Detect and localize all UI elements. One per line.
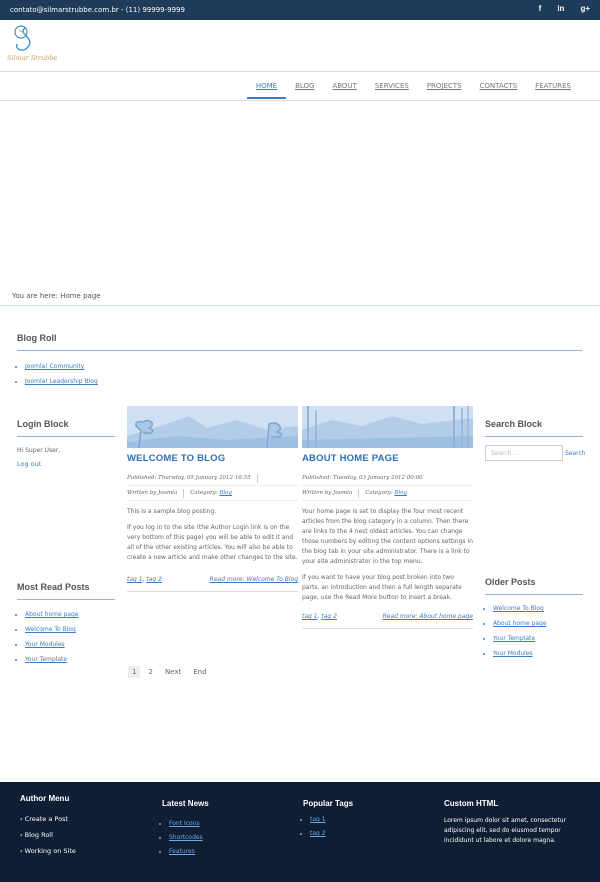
list-item bbox=[493, 635, 583, 642]
popular-tags-title: Popular Tags bbox=[303, 799, 354, 808]
list-item bbox=[169, 834, 302, 841]
linkedin-icon[interactable]: in bbox=[557, 4, 565, 13]
nav-home[interactable]: HOME bbox=[247, 82, 286, 99]
nav-divider bbox=[0, 100, 600, 101]
older-post-link[interactable]: About home page bbox=[493, 620, 547, 627]
article-title[interactable]: WELCOME TO BLOG bbox=[127, 453, 226, 464]
article-paragraph: Your home page is set to display the four most recent articles from the blog category in a column. Then there are links to the 4 nest oldest articles. You can change those numbers by editing the content options settings in the blog tab in your site administrator. There is a link to your site administrator in the top menu. bbox=[302, 508, 473, 565]
footer-popular-tags bbox=[303, 799, 443, 844]
footer-custom-html bbox=[444, 799, 590, 846]
title-divider bbox=[485, 594, 583, 595]
article-welcome bbox=[127, 406, 298, 592]
pagination bbox=[128, 666, 211, 678]
most-read-link[interactable]: Welcome To Blog bbox=[25, 626, 76, 633]
meta-separator bbox=[358, 489, 359, 498]
article-title[interactable]: ABOUT HOME PAGE bbox=[302, 453, 399, 464]
most-read-link[interactable]: Your Modules bbox=[25, 641, 65, 648]
older-post-link[interactable]: Your Template bbox=[493, 635, 536, 642]
page-next[interactable]: Next bbox=[164, 668, 182, 676]
popular-tag-link[interactable]: tag 1 bbox=[310, 816, 326, 823]
article-footer bbox=[127, 576, 298, 592]
article-body bbox=[127, 507, 298, 563]
list-item bbox=[310, 816, 443, 823]
article-meta bbox=[302, 471, 473, 501]
most-read-title: Most Read Posts bbox=[17, 582, 90, 592]
article-author: Written by Joomla bbox=[302, 490, 353, 496]
author-menu-item[interactable]: › Blog Roll bbox=[20, 831, 53, 839]
popular-tags-list bbox=[303, 816, 443, 837]
read-more-link[interactable]: Read more: Welcome To Blog bbox=[209, 576, 298, 583]
article-author: Written by Joomla bbox=[127, 490, 178, 496]
main-nav bbox=[247, 82, 580, 99]
published-date: Published: Thursday, 05 January 2012 16:55 bbox=[127, 475, 251, 481]
most-read-list bbox=[17, 611, 115, 663]
article-image bbox=[302, 406, 473, 448]
tag-link[interactable]: tag 2 bbox=[321, 613, 337, 620]
category-label: Category: bbox=[190, 490, 218, 496]
latest-news-list bbox=[162, 820, 302, 855]
older-post-link[interactable]: Your Modules bbox=[493, 650, 533, 657]
breadcrumb-divider bbox=[0, 305, 600, 306]
list-item bbox=[25, 378, 582, 385]
blog-roll-module bbox=[17, 333, 582, 393]
article-tags: tag 1, tag 2 bbox=[302, 613, 337, 620]
meta-row bbox=[302, 486, 473, 501]
list-item bbox=[25, 611, 115, 618]
list-item bbox=[25, 363, 582, 370]
article-image bbox=[127, 406, 298, 448]
site-footer bbox=[0, 782, 600, 882]
meta-row bbox=[302, 471, 473, 486]
custom-html-title: Custom HTML bbox=[444, 799, 499, 808]
category-label: Category: bbox=[365, 490, 393, 496]
read-more-link[interactable]: Read more: About home page bbox=[382, 613, 473, 620]
author-menu-item[interactable]: › Create a Post bbox=[20, 815, 68, 823]
latest-news-link[interactable]: Features bbox=[169, 848, 195, 855]
latest-news-link[interactable]: Shortcodes bbox=[169, 834, 203, 841]
author-menu-label: Blog Roll bbox=[24, 831, 53, 839]
author-menu-title: Author Menu bbox=[20, 794, 70, 803]
article-body bbox=[302, 507, 473, 603]
page-end[interactable]: End bbox=[193, 668, 207, 676]
nav-blog[interactable]: BLOG bbox=[295, 82, 315, 90]
list-item bbox=[493, 650, 583, 657]
older-posts-title: Older Posts bbox=[485, 577, 536, 587]
meta-separator bbox=[257, 474, 258, 483]
meta-separator bbox=[183, 489, 184, 498]
blog-roll-title: Blog Roll bbox=[17, 333, 57, 343]
published-date: Published: Tuesday, 03 January 2012 00:00 bbox=[302, 475, 423, 481]
logout-link[interactable]: Log out bbox=[17, 460, 42, 468]
logo-text: Silmar Strubbe bbox=[7, 54, 58, 62]
site-logo[interactable] bbox=[7, 24, 71, 68]
blog-roll-link[interactable]: Joomla! Leadership Blog bbox=[25, 378, 98, 385]
article-footer bbox=[302, 613, 473, 629]
nav-about[interactable]: ABOUT bbox=[332, 82, 357, 90]
nav-projects[interactable]: PROJECTS bbox=[426, 82, 462, 90]
list-item bbox=[25, 626, 115, 633]
older-posts-list bbox=[485, 605, 583, 657]
search-form bbox=[485, 445, 586, 461]
social-links bbox=[539, 4, 590, 13]
list-item bbox=[493, 605, 583, 612]
older-posts-module bbox=[485, 577, 583, 665]
login-module bbox=[17, 419, 115, 468]
popular-tag-link[interactable]: tag 2 bbox=[310, 830, 326, 837]
author-menu-label: Working on Site bbox=[24, 847, 76, 855]
tag-link[interactable]: tag 1 bbox=[302, 613, 318, 620]
author-menu-label: Create a Post bbox=[24, 815, 68, 823]
most-read-link[interactable]: About home page bbox=[25, 611, 79, 618]
top-bar bbox=[0, 0, 600, 20]
article-meta bbox=[127, 471, 298, 501]
tag-link[interactable]: tag 1 bbox=[127, 576, 143, 583]
facebook-icon[interactable]: f bbox=[538, 4, 542, 13]
site-header bbox=[0, 20, 600, 72]
meta-row bbox=[127, 471, 298, 486]
title-divider bbox=[485, 436, 583, 437]
category-link[interactable]: Blog bbox=[219, 490, 232, 496]
author-menu-item[interactable]: › Working on Site bbox=[20, 847, 76, 855]
title-divider bbox=[17, 350, 582, 351]
blog-roll-link[interactable]: Joomla! Community bbox=[25, 363, 85, 370]
meta-row bbox=[127, 486, 298, 501]
nav-features[interactable]: FEATURES bbox=[535, 82, 571, 90]
blog-roll-list bbox=[17, 363, 582, 385]
page-2[interactable]: 2 bbox=[148, 668, 153, 676]
category-link[interactable]: Blog bbox=[394, 490, 407, 496]
list-item bbox=[310, 830, 443, 837]
search-module bbox=[485, 419, 586, 461]
login-title: Login Block bbox=[17, 419, 69, 429]
tag-link[interactable]: tag 2 bbox=[146, 576, 162, 583]
list-item bbox=[493, 620, 583, 627]
article-paragraph: If you log in to the site (the Author Login link is on the very bottom of this page) you will be able to edit it and all of the other existing articles. You will also be able to create a new article and make other changes to the site. bbox=[127, 524, 298, 561]
most-read-link[interactable]: Your Template bbox=[25, 656, 68, 663]
contact-info: contato@silmarstrubbe.com.br - (11) 99999-9999 bbox=[10, 6, 185, 14]
article-tags: tag 1, tag 2 bbox=[127, 576, 162, 583]
list-item bbox=[169, 848, 302, 855]
latest-news-link[interactable]: Font Icons bbox=[169, 820, 200, 827]
custom-html-text: Lorem ipsum dolor sit amet, consectetur adipiscing elit, sed do eiusmod tempor incididunt ut labore et dolore magna. bbox=[444, 817, 567, 844]
list-item bbox=[25, 656, 115, 663]
google-plus-icon[interactable]: g+ bbox=[580, 4, 590, 13]
breadcrumb: You are here: Home page bbox=[12, 292, 101, 300]
older-post-link[interactable]: Welcome To Blog bbox=[493, 605, 544, 612]
article-about-home bbox=[302, 406, 473, 629]
search-button[interactable]: Search bbox=[565, 449, 586, 457]
search-input[interactable]: Search ... bbox=[485, 445, 563, 461]
login-greeting: Hi Super User, bbox=[17, 447, 61, 454]
nav-contacts[interactable]: CONTACTS bbox=[479, 82, 518, 90]
footer-author-menu bbox=[20, 794, 160, 855]
search-title: Search Block bbox=[485, 419, 543, 429]
nav-services[interactable]: SERVICES bbox=[374, 82, 409, 90]
title-divider bbox=[17, 599, 115, 600]
logo-mark-icon bbox=[7, 24, 71, 54]
latest-news-title: Latest News bbox=[162, 799, 209, 808]
title-divider bbox=[17, 436, 115, 437]
list-item bbox=[169, 820, 302, 827]
article-paragraph: If you want to have your blog post broken into two parts, an introduction and then a full length separate page, use the Read More button to insert a break. bbox=[302, 574, 462, 601]
footer-latest-news bbox=[162, 799, 302, 862]
article-paragraph: This is a sample blog posting. bbox=[127, 508, 217, 515]
list-item bbox=[25, 641, 115, 648]
page-1[interactable]: 1 bbox=[128, 666, 140, 678]
most-read-module bbox=[17, 582, 115, 671]
